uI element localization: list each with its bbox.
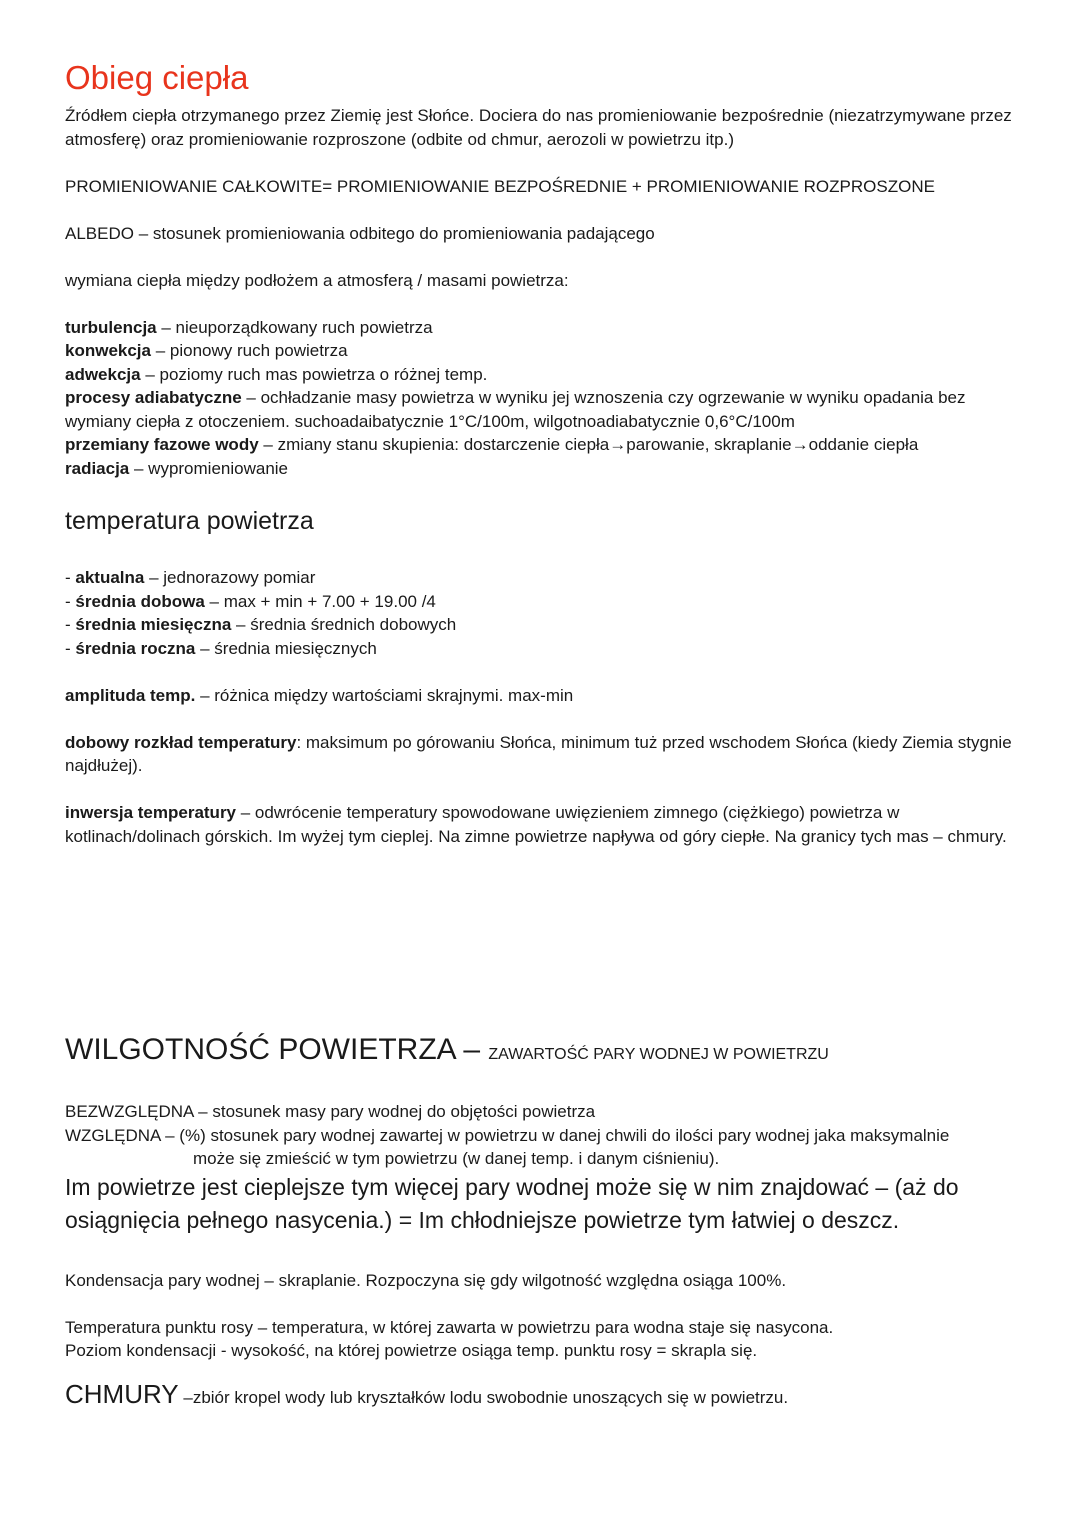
absolute-humidity: BEZWZGLĘDNA – stosunek masy pary wodnej do objętości powietrza	[65, 1102, 596, 1121]
term-adwekcja: adwekcja – poziomy ruch mas powietrza o różnej temp.	[65, 364, 488, 384]
term-procesy-adiabatyczne: procesy adiabatyczne – ochładzanie masy powietrza w wyniku jej wznoszenia czy ogrzewanie w wyniku opadania bez wymiany ciepła z otoczeniem. suchoadaibatycznie 1°C/100m, wilgotnoadiabatycznie 0,6°C/100m	[65, 388, 966, 431]
term-turbulencja: turbulencja – nieuporządkowany ruch powietrza	[65, 317, 433, 337]
term-przemiany-fazowe: przemiany fazowe wody – zmiany stanu skupienia: dostarczenie ciepła→parowanie, skraplanie→oddanie ciepła	[65, 435, 919, 454]
section-title-temperatura: temperatura powietrza	[65, 507, 314, 535]
amplitude-definition: amplituda temp. – różnica między wartościami skrajnymi. max-min	[65, 685, 574, 705]
section-title-obieg-ciepla: Obieg ciepła	[65, 59, 249, 96]
relative-humidity-line2: może się zmieścić w tym powietrzu (w danej temp. i danym ciśnieniu).	[193, 1149, 720, 1168]
relative-humidity-line1: WZGLĘDNA – (%) stosunek pary wodnej zawartej w powietrzu w danej chwili do ilości pary wodnej jaka maksymalnie	[65, 1125, 950, 1145]
temp-list-item: - średnia dobowa – max + min + 7.00 + 19.00 /4	[65, 591, 436, 611]
wilgotnosc-subtitle: ZAWARTOŚĆ PARY WODNEJ W POWIETRZU	[488, 1046, 829, 1063]
clouds-definition: CHMURY –zbiór kropel wody lub kryształków lodu swobodnie unoszących się w powietrzu.	[65, 1378, 789, 1409]
temp-list-item: - średnia roczna – średnia miesięcznych	[65, 638, 377, 658]
dew-point-definition: Temperatura punktu rosy – temperatura, w której zawarta w powietrzu para wodna staje się nasycona.	[65, 1317, 834, 1337]
daily-distribution-definition: dobowy rozkład temperatury: maksimum po górowaniu Słońca, minimum tuż przed wschodem Słońca (kiedy Ziemia stygnie najdłużej).	[65, 732, 1012, 775]
clouds-title: CHMURY	[65, 1378, 179, 1409]
heat-exchange-intro: wymiana ciepła między podłożem a atmosferą / masami powietrza:	[65, 270, 569, 290]
term-konwekcja: konwekcja – pionowy ruch powietrza	[65, 341, 348, 360]
term-radiacja: radiacja – wypromieniowanie	[65, 458, 289, 478]
document-page	[65, 58, 1025, 1409]
temp-list-item: - aktualna – jednorazowy pomiar	[65, 568, 316, 587]
temp-list-item: - średnia miesięczna – średnia średnich dobowych	[65, 615, 457, 634]
inversion-definition: inwersja temperatury – odwrócenie temperatury spowodowane uwięzieniem zimnego (ciężkiego) powietrza w kotlinach/dolinach górskich. Im wyżej tym cieplej. Na zimne powietrze napływa od góry ciepłe. Na granicy tych mas – chmury.	[65, 803, 1007, 846]
condensation-definition: Kondensacja pary wodnej – skraplanie. Rozpoczyna się gdy wilgotność względna osiąga 100%.	[65, 1270, 787, 1290]
radiation-formula: PROMIENIOWANIE CAŁKOWITE= PROMIENIOWANIE BEZPOŚREDNIE + PROMIENIOWANIE ROZPROSZONE	[65, 176, 935, 196]
section-title-wilgotnosc: WILGOTNOŚĆ POWIETRZA – ZAWARTOŚĆ PARY WODNEJ W POWIETRZU	[65, 1033, 829, 1066]
condensation-level-definition: Poziom kondensacji - wysokość, na której powietrze osiąga temp. punktu rosy = skrapla się.	[65, 1341, 758, 1360]
humidity-statement: Im powietrze jest cieplejsze tym więcej pary wodnej może się w nim znajdować – (aż do osiągnięcia pełnego nasycenia.) = Im chłodniejsze powietrze tym łatwiej o deszcz.	[65, 1173, 959, 1233]
intro-paragraph: Źródłem ciepła otrzymanego przez Ziemię jest Słońce. Dociera do nas promieniowanie bezpośrednie (niezatrzymywane przez atmosferę) oraz promieniowanie rozproszone (odbite od chmur, aerozoli w powietrzu itp.)	[65, 106, 1012, 149]
albedo-definition: ALBEDO – stosunek promieniowania odbitego do promieniowania padającego	[65, 223, 655, 243]
